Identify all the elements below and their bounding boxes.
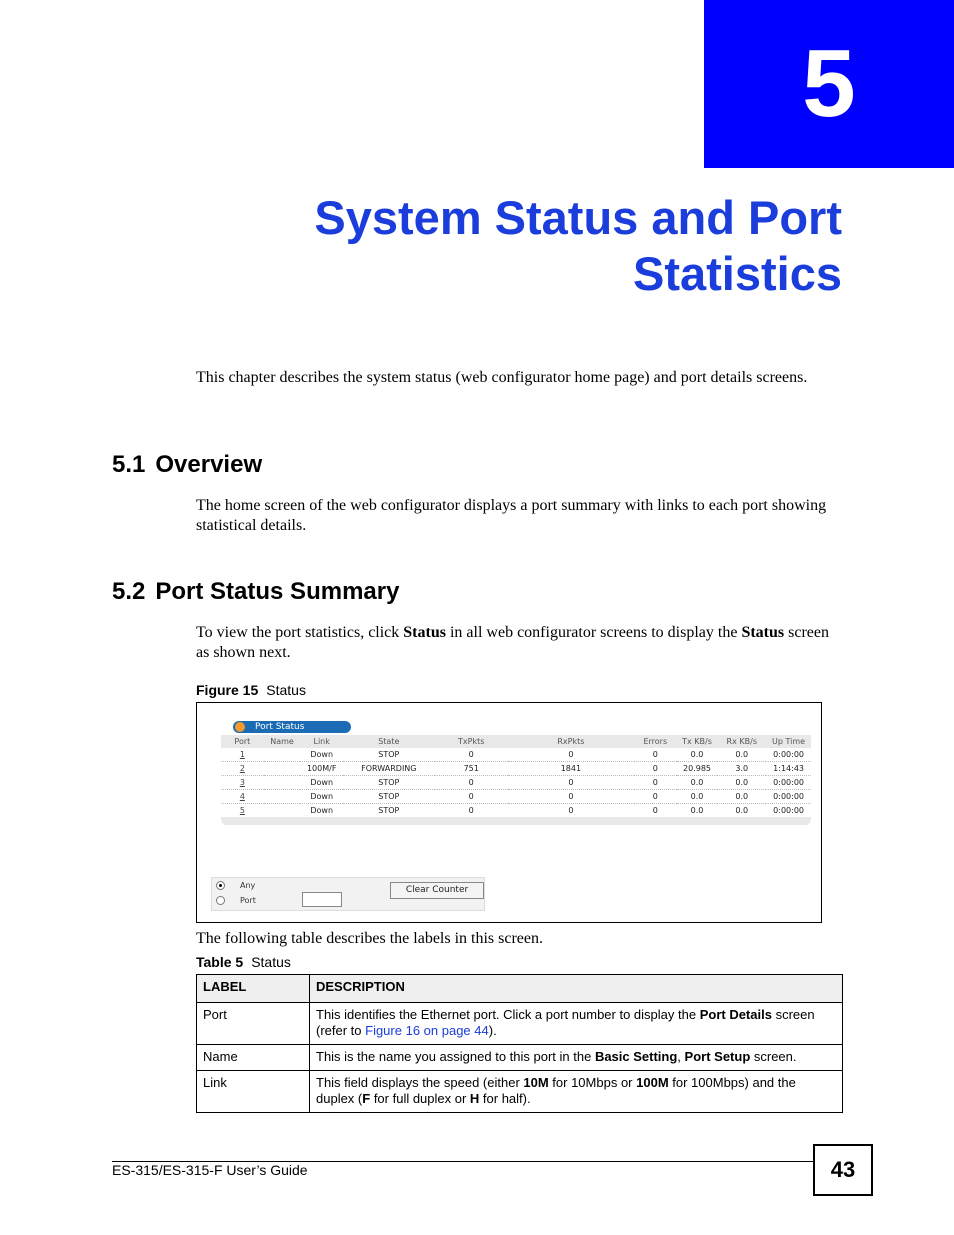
table-row (197, 1045, 843, 1071)
table-header-row (197, 975, 843, 1003)
bold-run: Status (741, 624, 785, 641)
text-run: This identifies the Ethernet port. Click a port number to display the (316, 1007, 700, 1022)
header-label: LABEL (197, 975, 310, 1003)
page-number: 43 (813, 1144, 873, 1196)
table-footer-bar (221, 817, 811, 825)
bold-run: Status (403, 624, 446, 641)
table-row (197, 1071, 843, 1113)
rx-kbs-cell: 0.0 (717, 748, 766, 762)
bold-run: F (362, 1091, 371, 1106)
port-number-input[interactable] (302, 892, 342, 907)
rx-kbs-cell: 3.0 (717, 762, 766, 776)
section-number: 5.1 (112, 451, 146, 478)
text-run: screen. (750, 1049, 797, 1064)
section-number: 5.2 (112, 578, 146, 605)
rxpkts-cell: 0 (508, 776, 634, 790)
table-caption (196, 954, 291, 970)
rxpkts-cell: 1841 (508, 762, 634, 776)
table-row (221, 748, 811, 762)
up-time-cell: 0:00:00 (766, 748, 811, 762)
errors-cell: 0 (634, 804, 677, 818)
description-cell (310, 1071, 843, 1113)
bold-run: H (469, 1091, 480, 1106)
rxpkts-cell: 0 (508, 790, 634, 804)
section-heading-overview (112, 451, 262, 479)
name-cell (264, 804, 301, 818)
col-up-time: Up Time (766, 735, 811, 748)
errors-cell: 0 (634, 748, 677, 762)
up-time-cell: 0:00:00 (766, 790, 811, 804)
table-row (221, 804, 811, 818)
tx-kbs-cell: 0.0 (677, 790, 718, 804)
bold-run: 100M (636, 1075, 669, 1090)
chapter-title-line2: Statistics (633, 247, 842, 300)
text-run: ). (488, 1023, 497, 1038)
col-port: Port (221, 735, 264, 748)
port-status-tab-label: Port Status (255, 722, 305, 732)
state-cell: STOP (343, 790, 435, 804)
footer-guide-title: ES-315/ES-315-F User’s Guide (112, 1162, 308, 1178)
description-cell (310, 1045, 843, 1071)
txpkts-cell: 0 (435, 748, 508, 762)
section-title: Overview (155, 451, 263, 478)
table-caption-text: Status (251, 954, 291, 970)
text-run: for 100Mbps) and the duplex ( (316, 1075, 796, 1106)
tx-kbs-cell: 0.0 (677, 776, 718, 790)
port-link[interactable]: 2 (239, 764, 245, 773)
errors-cell: 0 (634, 776, 677, 790)
figure-caption (196, 682, 306, 698)
name-cell (264, 762, 301, 776)
port-link[interactable]: 5 (239, 806, 245, 815)
bold-run: Port Details (699, 1007, 772, 1022)
col-link: Link (300, 735, 343, 748)
label-cell: Name (197, 1045, 310, 1071)
up-time-cell: 1:14:43 (766, 762, 811, 776)
chapter-title (142, 190, 842, 302)
text-run: screen (refer to (316, 1007, 815, 1038)
text-run: screen as shown next. (196, 624, 829, 661)
radio-any[interactable] (216, 881, 225, 890)
link-cell: Down (300, 804, 343, 818)
state-cell: STOP (343, 804, 435, 818)
table-intro: The following table describes the labels in this screen. (196, 930, 544, 947)
radio-port-label: Port (240, 896, 256, 905)
text-run: To view the port statistics, click (196, 624, 404, 641)
figure-reference-link[interactable]: Figure 16 on page 44 (365, 1023, 489, 1038)
rxpkts-cell: 0 (508, 748, 634, 762)
table-row (221, 776, 811, 790)
bold-run: Basic Setting (594, 1049, 678, 1064)
description-cell (310, 1003, 843, 1045)
bold-run: Port Setup (684, 1049, 751, 1064)
radio-any-label: Any (240, 881, 256, 890)
link-cell: Down (300, 776, 343, 790)
table-row (221, 762, 811, 776)
label-cell: Port (197, 1003, 310, 1045)
label-description-table (196, 974, 843, 1113)
state-cell: STOP (343, 748, 435, 762)
table-row (221, 790, 811, 804)
text-run: for half). (479, 1091, 531, 1106)
chapter-number-box (704, 0, 954, 168)
port-cell[interactable] (221, 790, 264, 804)
port-cell[interactable] (221, 748, 264, 762)
text-run: , (677, 1049, 685, 1064)
port-link[interactable]: 4 (239, 792, 245, 801)
text-run: in all web configurator screens to display the (445, 624, 742, 641)
header-description: DESCRIPTION (310, 975, 843, 1003)
text-run: for full duplex or (370, 1091, 470, 1106)
clear-counter-panel (211, 877, 485, 911)
state-cell: STOP (343, 776, 435, 790)
state-cell: FORWARDING (343, 762, 435, 776)
name-cell (264, 776, 301, 790)
text-run: for 10Mbps or (548, 1075, 637, 1090)
link-cell: Down (300, 748, 343, 762)
txpkts-cell: 0 (435, 776, 508, 790)
col-name: Name (264, 735, 301, 748)
label-cell: Link (197, 1071, 310, 1113)
figure-caption-text: Status (266, 682, 306, 698)
col-rx-kbs: Rx KB/s (717, 735, 766, 748)
col-tx-kbs: Tx KB/s (677, 735, 718, 748)
radio-port[interactable] (216, 896, 225, 905)
status-screenshot (196, 702, 822, 923)
overview-paragraph: The home screen of the web configurator displays a port summary with links to each port showing statistical details. (196, 497, 827, 534)
txpkts-cell: 0 (435, 790, 508, 804)
tab-dot-icon (235, 722, 245, 732)
bold-run: 10M (523, 1075, 549, 1090)
col-txpkts: TxPkts (435, 735, 508, 748)
port-cell[interactable] (221, 804, 264, 818)
txpkts-cell: 751 (435, 762, 508, 776)
port-status-paragraph (196, 623, 836, 663)
tx-kbs-cell: 0.0 (677, 748, 718, 762)
link-cell: Down (300, 790, 343, 804)
port-cell[interactable] (221, 762, 264, 776)
rxpkts-cell: 0 (508, 804, 634, 818)
port-status-tab (233, 721, 351, 733)
name-cell (264, 790, 301, 804)
txpkts-cell: 0 (435, 804, 508, 818)
port-cell[interactable] (221, 776, 264, 790)
table-header-row (221, 735, 811, 748)
section-title: Port Status Summary (155, 578, 400, 605)
rx-kbs-cell: 0.0 (717, 776, 766, 790)
port-link[interactable]: 1 (239, 750, 245, 759)
text-run: This field displays the speed (either (316, 1075, 524, 1090)
errors-cell: 0 (634, 790, 677, 804)
port-status-table (221, 735, 811, 818)
col-rxpkts: RxPkts (508, 735, 634, 748)
errors-cell: 0 (634, 762, 677, 776)
clear-counter-button[interactable]: Clear Counter (390, 882, 484, 899)
col-errors: Errors (634, 735, 677, 748)
link-cell: 100M/F (300, 762, 343, 776)
up-time-cell: 0:00:00 (766, 776, 811, 790)
name-cell (264, 748, 301, 762)
tx-kbs-cell: 0.0 (677, 804, 718, 818)
rx-kbs-cell: 0.0 (717, 790, 766, 804)
col-state: State (343, 735, 435, 748)
table-label: Table 5 (196, 954, 244, 970)
chapter-title-line1: System Status and Port (314, 191, 842, 244)
rx-kbs-cell: 0.0 (717, 804, 766, 818)
section-heading-port-status (112, 578, 399, 606)
port-link[interactable]: 3 (239, 778, 245, 787)
chapter-number: 5 (802, 30, 856, 137)
table-row (197, 1003, 843, 1045)
figure-label: Figure 15 (196, 682, 259, 698)
up-time-cell: 0:00:00 (766, 804, 811, 818)
tx-kbs-cell: 20.985 (677, 762, 718, 776)
text-run: This is the name you assigned to this port in the (316, 1049, 595, 1064)
intro-paragraph: This chapter describes the system status (web configurator home page) and port details screens. (196, 369, 808, 386)
